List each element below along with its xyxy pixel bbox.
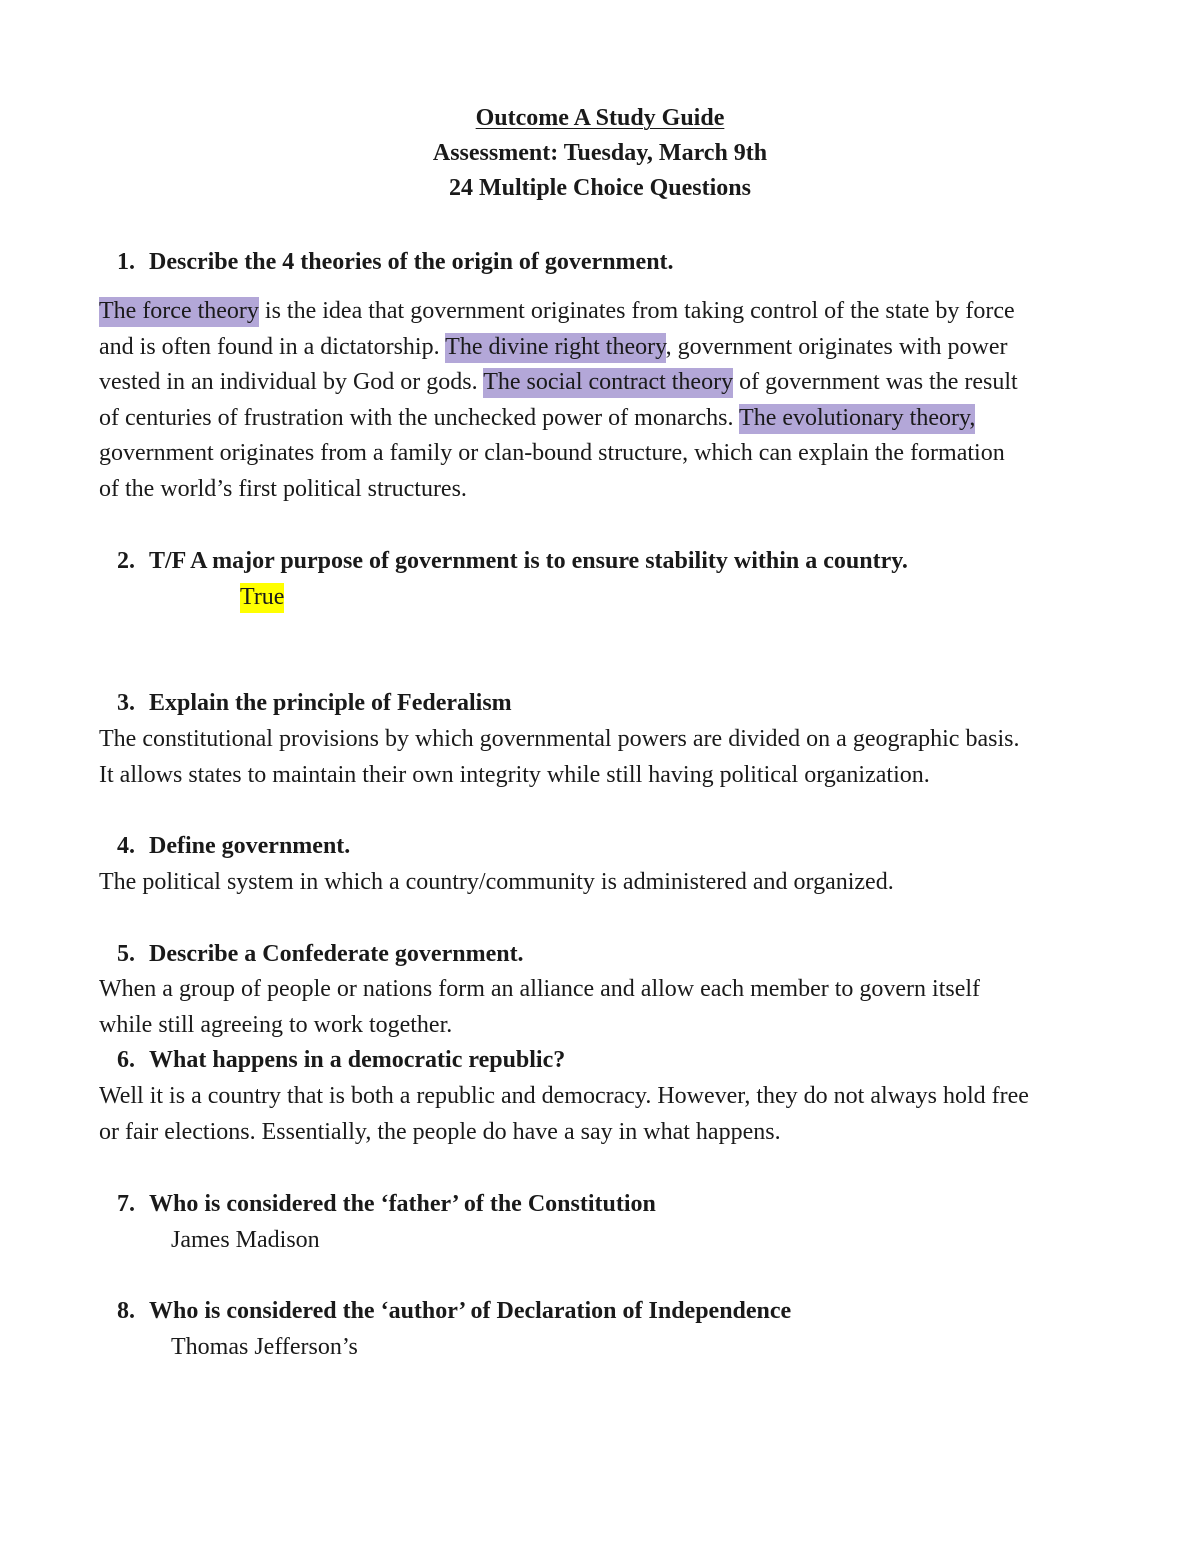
answer-text: and is often found in a dictatorship. xyxy=(99,333,446,360)
question-text: Describe a Confederate government. xyxy=(149,941,524,967)
answer-line xyxy=(99,401,1018,437)
answer-text: James Madison xyxy=(171,1227,320,1253)
answer-text: of government was the result xyxy=(733,369,1018,395)
question-4 xyxy=(99,829,350,864)
answer-line: The constitutional provisions by which governmental powers are divided on a geographic basis. xyxy=(99,726,1020,752)
answer-line: or fair elections. Essentially, the people do have a say in what happens. xyxy=(99,1118,781,1145)
answer-text: of centuries of frustration with the unchecked power of monarchs. xyxy=(99,404,740,431)
answer-line: government originates from a family or clan-bound structure, which can explain the formation xyxy=(99,440,1005,466)
answer-text: Thomas Jefferson’s xyxy=(171,1334,358,1360)
answer-line: while still agreeing to work together. xyxy=(99,1011,453,1038)
question-count: 24 Multiple Choice Questions xyxy=(448,175,751,201)
answer-text: vested in an individual by God or gods. xyxy=(99,369,484,395)
question-number: 3. xyxy=(117,690,135,716)
highlighted-term: The social contract theory xyxy=(483,368,733,398)
answer-line: It allows states to maintain their own integrity while still having political organization. xyxy=(99,761,930,788)
highlighted-term: The force theory xyxy=(99,297,259,327)
question-number: 4. xyxy=(117,833,135,859)
answer-line: The political system in which a country/community is administered and organized. xyxy=(99,869,894,895)
answer-text: is the idea that government originates from taking control of the state by force xyxy=(258,298,1015,324)
question-text: Who is considered the ‘father’ of the Constitution xyxy=(149,1191,656,1217)
answer-text: , government originates with power xyxy=(665,333,1008,360)
highlighted-answer: True xyxy=(240,583,284,613)
question-7 xyxy=(99,1187,656,1222)
question-5 xyxy=(99,937,524,972)
answer-6 xyxy=(99,1079,1029,1150)
question-6 xyxy=(99,1043,565,1078)
question-text: Describe the 4 theories of the origin of government. xyxy=(149,249,674,275)
answer-line: of the world’s first political structures. xyxy=(99,475,467,502)
document-header xyxy=(0,101,1200,206)
answer-3 xyxy=(99,722,1019,793)
question-number: 2. xyxy=(117,548,135,574)
question-text: Define government. xyxy=(149,833,351,859)
highlighted-term: The divine right theory xyxy=(445,333,665,363)
question-3 xyxy=(99,686,512,721)
question-2 xyxy=(99,544,908,579)
answer-line: Well it is a country that is both a republic and democracy. However, they do not always hold free xyxy=(99,1083,1029,1109)
answer-1 xyxy=(99,294,1018,507)
question-text: Explain the principle of Federalism xyxy=(149,690,512,716)
question-number: 8. xyxy=(117,1298,135,1324)
question-number: 1. xyxy=(117,249,135,275)
answer-4 xyxy=(99,865,894,901)
answer-line xyxy=(99,365,1018,401)
answer-line: When a group of people or nations form an alliance and allow each member to govern itself xyxy=(99,976,981,1002)
answer-5 xyxy=(99,972,980,1043)
answer-line xyxy=(99,294,1018,330)
assessment-date: Assessment: Tuesday, March 9th xyxy=(432,140,768,166)
question-8 xyxy=(99,1294,791,1329)
question-text: What happens in a democratic republic? xyxy=(149,1047,566,1073)
question-text: T/F A major purpose of government is to ensure stability within a country. xyxy=(149,548,908,574)
answer-8 xyxy=(171,1330,358,1365)
question-number: 6. xyxy=(117,1047,135,1073)
question-text: Who is considered the ‘author’ of Declaration of Independence xyxy=(149,1298,792,1324)
answer-line xyxy=(99,330,1018,366)
highlighted-term: The evolutionary theory, xyxy=(739,404,975,434)
answer-7 xyxy=(171,1223,320,1258)
question-1 xyxy=(99,245,674,280)
question-number: 5. xyxy=(117,941,135,967)
answer-2 xyxy=(240,580,284,615)
question-number: 7. xyxy=(117,1191,135,1217)
document-title: Outcome A Study Guide xyxy=(475,105,725,131)
